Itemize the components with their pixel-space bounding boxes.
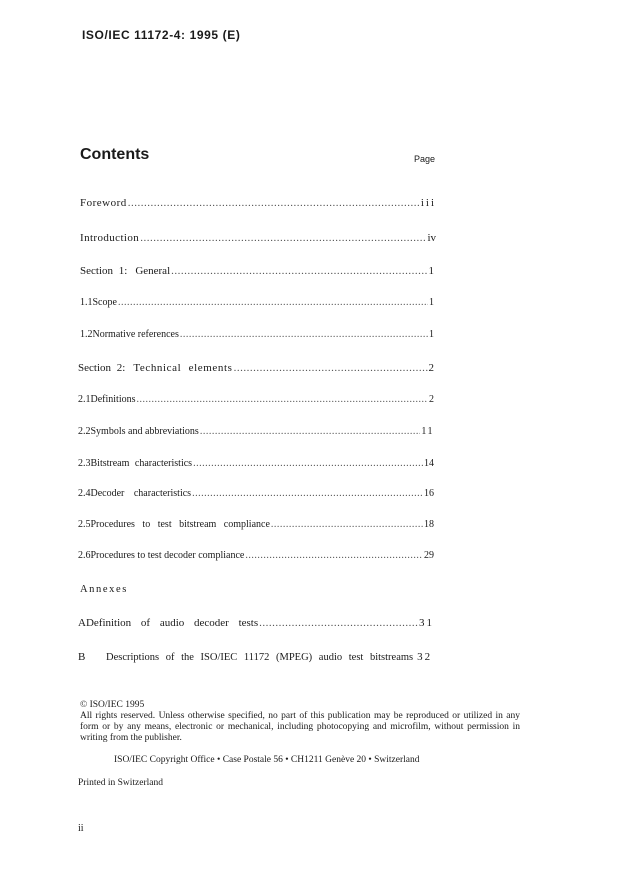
toc-entry-title: Decoder characteristics bbox=[90, 488, 192, 499]
toc-entry-page: iii bbox=[420, 197, 436, 209]
toc-entry-number: 1.1 bbox=[80, 297, 93, 308]
toc-entry-2-1 bbox=[78, 394, 434, 405]
toc-entry-number: 2.6 bbox=[78, 550, 91, 561]
page-folio: ii bbox=[78, 823, 84, 834]
annex-letter: A bbox=[78, 617, 86, 629]
toc-entry-page: 1 bbox=[429, 297, 434, 308]
document-id-header: ISO/IEC 11172-4: 1995 (E) bbox=[82, 28, 241, 42]
annex-title: Descriptions of the ISO/IEC 11172 (MPEG) audio test bitstreams bbox=[106, 652, 414, 663]
toc-leader bbox=[259, 617, 418, 629]
annex-entry-a bbox=[78, 617, 434, 629]
annex-entry-b bbox=[78, 651, 436, 663]
copyright-office-address: ISO/IEC Copyright Office • Case Postale 56 • CH1211 Genève 20 • Switzerland bbox=[114, 755, 420, 765]
copyright-block bbox=[80, 700, 520, 744]
toc-entry-title: Procedures to test decoder compliance bbox=[90, 550, 245, 561]
annex-page: 31 bbox=[419, 617, 434, 629]
annexes-heading: Annexes bbox=[80, 584, 128, 595]
toc-entry-number: 2.3 bbox=[78, 458, 91, 469]
printed-in: Printed in Switzerland bbox=[78, 778, 163, 788]
toc-entry-number: 1.2 bbox=[80, 329, 93, 340]
toc-leader bbox=[140, 232, 426, 244]
toc-entry-page: 16 bbox=[424, 488, 434, 499]
toc-entry-page: 2 bbox=[428, 362, 434, 374]
toc-leader bbox=[200, 426, 421, 437]
toc-leader bbox=[180, 329, 428, 340]
toc-entry-title: Bitstream characteristics bbox=[90, 458, 193, 469]
toc-entry-section-2 bbox=[78, 362, 434, 374]
page-column-label: Page bbox=[414, 154, 436, 164]
toc-entry-2-2 bbox=[78, 426, 434, 437]
toc-leader bbox=[171, 265, 427, 277]
toc-entry-2-6 bbox=[78, 550, 434, 561]
toc-entry-page: 29 bbox=[424, 550, 434, 561]
toc-entry-page: 14 bbox=[424, 458, 434, 469]
toc-entry-page: 18 bbox=[424, 519, 434, 530]
toc-entry-title: Definitions bbox=[90, 394, 136, 405]
toc-leader bbox=[192, 488, 423, 499]
toc-leader bbox=[118, 297, 428, 308]
toc-entry-page: iv bbox=[427, 232, 436, 244]
toc-leader bbox=[128, 197, 420, 209]
toc-entry-number: 2.5 bbox=[78, 519, 91, 530]
toc-entry-1-2 bbox=[80, 329, 434, 340]
toc-entry-number: Section 2: bbox=[78, 362, 126, 374]
toc-entry-introduction bbox=[80, 232, 436, 244]
toc-entry-page: 1 bbox=[429, 329, 434, 340]
contents-title: Contents bbox=[80, 146, 150, 163]
annex-page: 32 bbox=[417, 651, 433, 663]
toc-entry-number: 2.1 bbox=[78, 394, 91, 405]
toc-entry-number: 2.4 bbox=[78, 488, 91, 499]
toc-entry-number: Section 1: bbox=[80, 265, 128, 277]
toc-entry-title: Foreword bbox=[80, 197, 127, 209]
toc-entry-title: Procedures to test bitstream compliance bbox=[90, 519, 270, 530]
toc-entry-page: 1 bbox=[428, 265, 434, 277]
toc-entry-2-4 bbox=[78, 488, 434, 499]
toc-leader bbox=[193, 458, 423, 469]
toc-leader bbox=[245, 550, 423, 561]
copyright-notice: © ISO/IEC 1995 bbox=[80, 700, 145, 710]
annex-title: Definition of audio decoder tests bbox=[85, 617, 259, 629]
toc-leader bbox=[271, 519, 423, 530]
toc-leader bbox=[234, 362, 428, 374]
toc-entry-1-1 bbox=[80, 297, 434, 308]
toc-entry-number: 2.2 bbox=[78, 426, 91, 437]
annex-letter: B bbox=[78, 651, 86, 663]
toc-entry-foreword bbox=[80, 197, 436, 209]
toc-entry-title: General bbox=[135, 265, 171, 277]
toc-entry-title: Introduction bbox=[80, 232, 140, 244]
toc-entry-title: Normative references bbox=[92, 329, 179, 340]
toc-entry-page: 11 bbox=[421, 426, 434, 437]
rights-statement: All rights reserved. Unless otherwise specified, no part of this publication may be reproduced or utilized in any form or by any means, electronic or mechanical, including photocopying and microfilm, without permission in writing from the publisher. bbox=[80, 711, 520, 743]
toc-entry-title: Symbols and abbreviations bbox=[90, 426, 199, 437]
toc-entry-title: Scope bbox=[92, 297, 117, 308]
toc-entry-title: Technical elements bbox=[133, 362, 233, 374]
toc-entry-page: 2 bbox=[429, 394, 434, 405]
toc-entry-section-1 bbox=[80, 265, 434, 277]
toc-entry-2-3 bbox=[78, 458, 434, 469]
toc-entry-2-5 bbox=[78, 519, 434, 530]
toc-leader bbox=[137, 394, 429, 405]
